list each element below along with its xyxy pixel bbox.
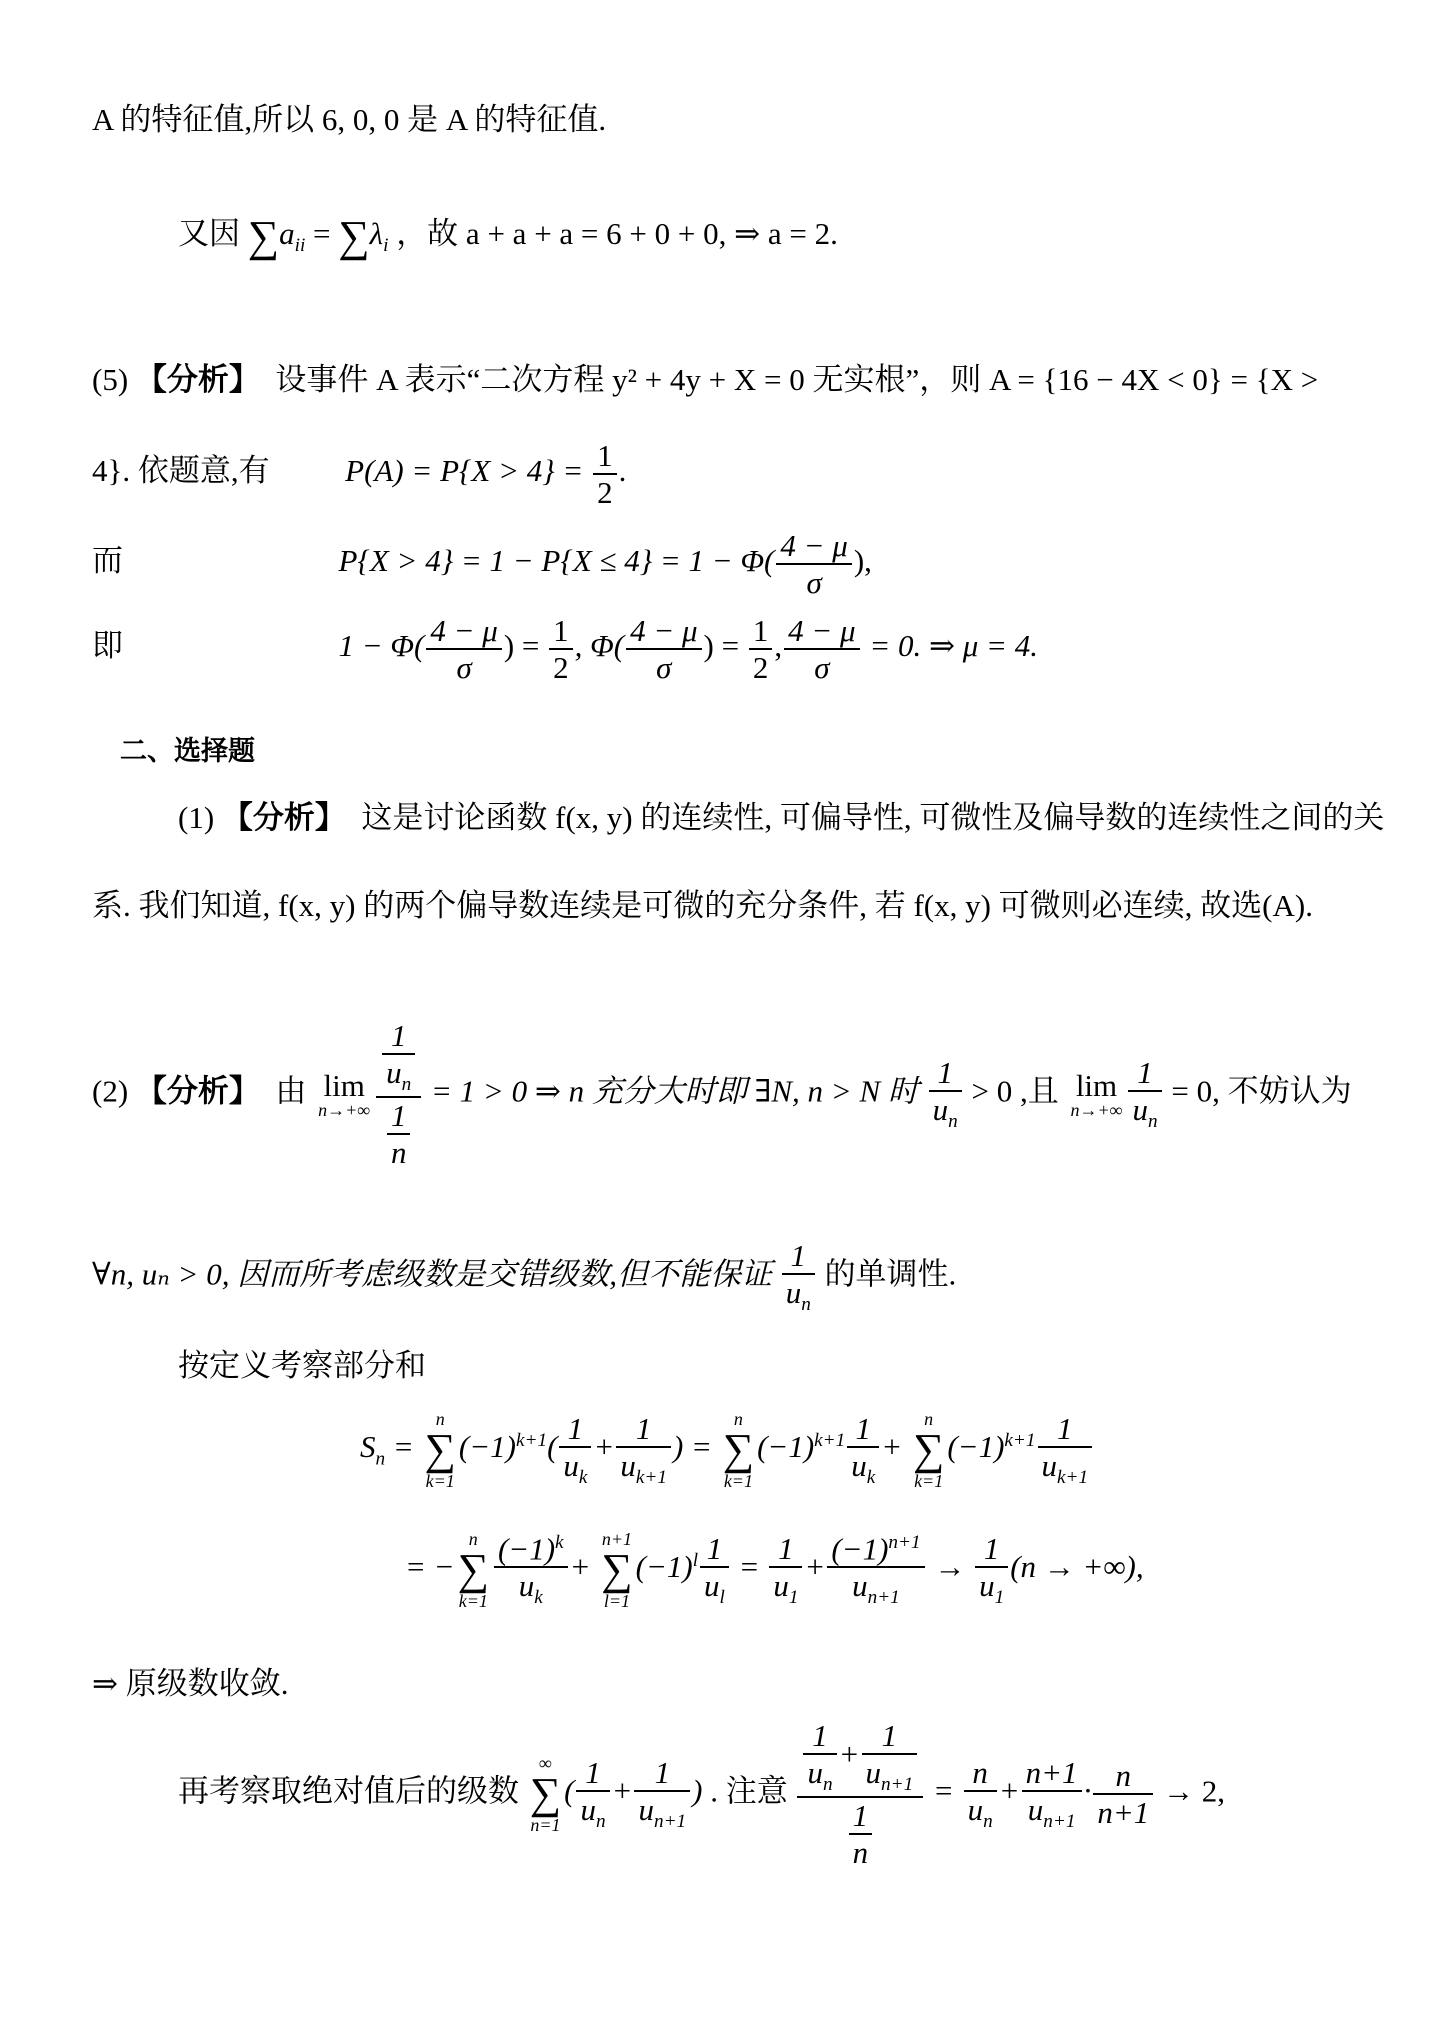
line-3-text: 设事件 A 表示“二次方程 y² + 4y + X = 0 无实根”，则 A = {16 − 4X < 0} = {X >: [275, 362, 1319, 397]
sum-1: n ∑ k=1: [424, 1409, 456, 1491]
sum-5: n+1 ∑ l=1: [601, 1529, 633, 1611]
l15-c: → 2,: [1162, 1773, 1225, 1809]
text-line-8: [92, 890, 1313, 921]
line-2-pre: 又因: [178, 216, 240, 252]
text-line-2: 又因 $\sum a_{ii} = \sum\lambda_i$ ，故 a + a + a = 6 + 0 + 0, ⇒ a = 2.: [178, 212, 838, 261]
frac-c: $\frac{4 - \mu}{\sigma}$: [784, 615, 859, 683]
f6: $\frac{1}{u_l}$: [700, 1533, 729, 1607]
f11: $\frac{1}{u_{n+1}}$: [634, 1757, 690, 1831]
l9-d: = 0, 不妨认为: [1171, 1073, 1352, 1109]
l10-b: 的单调性.: [824, 1256, 957, 1292]
eq-6c: , Φ(: [574, 628, 625, 664]
line-5-eq: P{X > 4} = 1 − P{X ≤ 4} = 1 − Φ(: [338, 543, 775, 579]
word-ji: 即: [92, 628, 123, 664]
text-line-3: [92, 364, 1318, 396]
sum-aii: ∑: [247, 212, 280, 261]
item-number-5: (5): [92, 362, 129, 397]
eq-6a: 1 − Φ(: [338, 628, 425, 664]
l9-b: = 1 > 0 ⇒ n 充分大时即 ∃N, n > N 时: [431, 1073, 919, 1109]
line-8-text: 系. 我们知道, f(x, y) 的两个偏导数连续是可微的充分条件, 若 f(x, y) 可微则必连续, 故选(A).: [92, 888, 1313, 923]
text-line-1: [92, 104, 606, 135]
lambda-i: $\lambda_i$: [369, 216, 389, 257]
f4: $\frac{1}{u_{k+1}}$: [1038, 1413, 1093, 1487]
text-line-10: [92, 1240, 956, 1314]
analysis-tag-1: 【分析】: [221, 800, 346, 836]
item-number-1: (1): [178, 800, 215, 835]
frac-b: $\frac{4 - \mu}{\sigma}$: [626, 615, 701, 683]
frac-half-a: $\frac{1}{2}$: [549, 615, 573, 683]
l9-c: > 0 ,且: [971, 1073, 1059, 1109]
l15-b: . 注意: [710, 1773, 788, 1809]
limit-1: lim n→+∞: [318, 1067, 371, 1120]
text-line-14: [92, 1668, 288, 1699]
line-2-mid: ，故 a + a + a = 6 + 0 + 0, ⇒ a = 2.: [396, 216, 838, 252]
line-7-text: 这是讨论函数 f(x, y) 的连续性, 可偏导性, 可微性及偏导数的连续性之间的关: [361, 800, 1385, 835]
eq-6b: ) =: [503, 628, 540, 664]
analysis-tag-2: 【分析】: [135, 1073, 260, 1110]
l15-a: 再考察取绝对值后的级数: [178, 1773, 519, 1809]
sum-4: n ∑ k=1: [457, 1529, 489, 1611]
line-4-text: 4}. 依题意,有: [92, 453, 270, 489]
text-line-9: [92, 1018, 1352, 1171]
f7: $\frac{1}{u_1}$: [769, 1533, 802, 1607]
eq-6e: = 0. ⇒ μ = 4.: [869, 628, 1038, 664]
frac-one-half: $\frac{1}{2}$: [593, 440, 617, 508]
equation-sn-2: = − n ∑ k=1 $\frac{(-1)^k}{u_k}$ + n+1 ∑ l=1 $(-1)^l$ $\frac{1}{u_l}$ = $\frac{1}{u_1}$ + $\frac{(-1)^{n+1}}{u_{n+1}}$ → $\frac{1}{u_1}$ (n → +∞),: [405, 1529, 1144, 1611]
f10: $\frac{1}{u_n}$: [576, 1757, 609, 1831]
analysis-tag: 【分析】: [135, 362, 260, 398]
text-line-6: 即 1 − Φ( $\frac{4 - \mu}{\sigma}$ ) = $\frac{1}{2}$ , Φ( $\frac{4 - \mu}{\sigma}$ ) = $\frac{1}{2}$ , $\frac{4 - \mu}{\sigma}$ = 0. ⇒ μ = 4.: [92, 613, 1038, 685]
l9-a: 由: [275, 1073, 307, 1109]
text-line-7: [178, 802, 1384, 834]
frac-a: $\frac{4 - \mu}{\sigma}$: [426, 615, 501, 683]
l10-a: ∀n, uₙ > 0, 因而所考虑级数是交错级数,但不能保证: [92, 1256, 772, 1292]
frac-1-un-3: $\frac{1}{u_n}$: [782, 1240, 815, 1314]
equation-sn-1: $S_n$ = n ∑ k=1 $(-1)^{k+1}$( $\frac{1}{u_k}$ + $\frac{1}{u_{k+1}}$ ) = n ∑ k=1 $(-1)^{k+1}$ $\frac{1}{u_k}$ + n ∑ k=1 $(-1)^{k+1}$ $\frac{1}{u_{k+1}}$: [360, 1410, 1094, 1490]
frac-1-un-2: $\frac{1}{u_n}$: [1128, 1057, 1161, 1131]
f13: $\frac{n+1}{u_{n+1}}$: [1022, 1757, 1082, 1831]
f2: $\frac{1}{u_{k+1}}$: [616, 1413, 671, 1487]
l14-text: ⇒ 原级数收敛.: [92, 1666, 289, 1701]
section-2-label: 二、选择题: [120, 736, 255, 767]
item-number-2: (2): [92, 1073, 129, 1109]
eq-6d: ) =: [703, 628, 740, 664]
f9: $\frac{1}{u_1}$: [975, 1533, 1008, 1607]
frac-big: $\frac{1}{u_n}$ + $\frac{1}{u_{n+1}}$ $\frac{1}{n}$: [797, 1720, 923, 1868]
aii: $a_{ii}$: [279, 216, 306, 257]
text-line-5: 而 P{X > 4} = 1 − P{X ≤ 4} = 1 − Φ( $\frac{4 - \mu}{\sigma}$ ),: [92, 528, 872, 600]
f3: $\frac{1}{u_k}$: [847, 1413, 879, 1487]
text-line-15: 再考察取绝对值后的级数 ∞ ∑ n=1 ( $\frac{1}{u_n}$ + $\frac{1}{u_{n+1}}$ ) . 注意 $\frac{1}{u_n}$ + $\frac{1}{u_{n+1}}$ $\frac{1}{n}$ = $\frac{n}{u_n}$ + $\frac{n+1}{u_{n+1}}$ · $\frac{n}{n+1}$ → 2,: [178, 1718, 1225, 1871]
frac-half-b: $\frac{1}{2}$: [749, 615, 773, 683]
sum-3: n ∑ k=1: [912, 1409, 945, 1491]
limit-2: lim n→+∞: [1070, 1067, 1123, 1120]
line-4-eq: P(A) = P{X > 4} =: [345, 453, 584, 489]
frac-ratio: $\frac{\frac{1}{u_n}}{\frac{1}{n}}$: [376, 1020, 421, 1168]
sum-6: ∞ ∑ n=1: [529, 1753, 562, 1836]
word-er: 而: [92, 543, 123, 579]
sum-2: n ∑ k=1: [722, 1409, 755, 1491]
f14: $\frac{n}{n+1}$: [1093, 1760, 1153, 1828]
text-line-4: 4}. 依题意,有 P(A) = P{X > 4} = $\frac{1}{2}$ .: [92, 438, 627, 510]
text-line-11: [178, 1350, 426, 1381]
f1: $\frac{1}{u_k}$: [559, 1413, 591, 1487]
f8: $\frac{(-1)^{n+1}}{u_{n+1}}$: [827, 1533, 924, 1608]
sum-lambda: ∑: [338, 212, 370, 261]
frac-1-un: $\frac{1}{u_n}$: [929, 1057, 962, 1131]
frac-4-mu-sigma: $\frac{4 - \mu}{\sigma}$: [776, 530, 851, 598]
line-1-text: A 的特征值,所以 6, 0, 0 是 A 的特征值.: [92, 102, 607, 137]
l11-text: 按定义考察部分和: [178, 1348, 426, 1383]
f12: $\frac{n}{u_n}$: [964, 1757, 997, 1831]
f5: $\frac{(-1)^k}{u_k}$: [494, 1533, 568, 1608]
section-title: [120, 738, 255, 765]
